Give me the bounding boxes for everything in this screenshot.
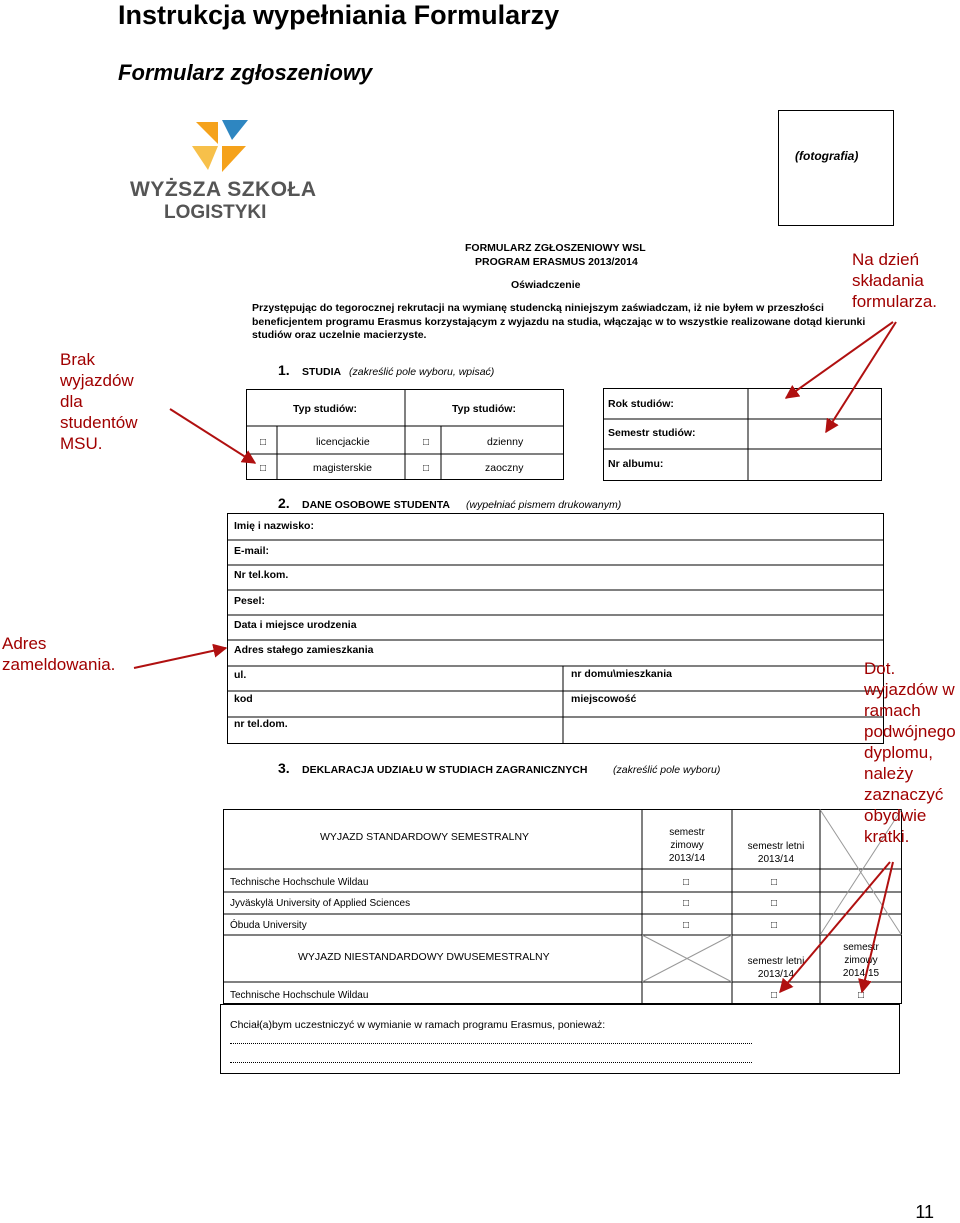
section3-title: DEKLARACJA UDZIAŁU W STUDIACH ZAGRANICZNYCH	[302, 764, 588, 776]
declaration-text: Przystępując do tegorocznej rekrutacji na wymianę studencką niniejszym zaświadczam, iż nie byłem w przeszłości beneficjentem programu Erasmus korzystającym z wyjazdu na studia, włączając w to wszystkie realizowane dotąd kierunki studiów oraz uczelnie macierzyste.	[252, 302, 866, 341]
photo-box	[778, 110, 894, 226]
motivation-box	[220, 1004, 900, 1074]
logo-emblem-icon	[188, 116, 252, 174]
university-row-2: Jyväskylä University of Applied Sciences	[230, 898, 411, 909]
field-adres-staly: Adres stałego zamieszkania	[234, 644, 374, 656]
motivation-label: Chciał(a)bym uczestniczyć w wymianie w ramach programu Erasmus, ponieważ:	[230, 1019, 606, 1031]
oswiadczenie-heading: Oświadczenie	[511, 279, 581, 291]
arrow-to-adres	[134, 648, 226, 668]
checkbox-jyvaskyla-zimowy[interactable]: □	[683, 898, 690, 909]
checkbox-wildau-letni[interactable]: □	[771, 877, 778, 888]
checkbox-double-zimowy[interactable]: □	[858, 990, 865, 1001]
field-imie-nazwisko: Imię i nazwisko:	[234, 520, 314, 532]
nr-albumu-label: Nr albumu:	[608, 458, 664, 470]
col-semestr-letni-header: semestr letni 2013/14	[747, 841, 805, 865]
section3-hint: (zakreślić pole wyboru)	[613, 764, 721, 776]
checkbox-zaoczny[interactable]: □	[423, 463, 430, 474]
section1-hint: (zakreślić pole wyboru, wpisać)	[349, 366, 495, 378]
col-semestr-zimowy-header: semestr zimowy 2013/14	[668, 827, 706, 864]
checkbox-obuda-letni[interactable]: □	[771, 920, 778, 931]
page-number: 11	[915, 1202, 934, 1222]
form-title-2: PROGRAM ERASMUS 2013/2014	[475, 256, 638, 268]
annotation-adres: Adres zameldowania.	[2, 634, 116, 674]
field-email: E-mail:	[234, 545, 270, 557]
section2-hint: (wypełniać pismem drukowanym)	[466, 499, 622, 511]
col-semestr-zimowy-2-header: semestr zimowy 2014/15	[842, 942, 880, 979]
field-ul: ul.	[234, 669, 247, 681]
motivation-line-2[interactable]	[230, 1062, 752, 1063]
option-licencjackie: licencjackie	[316, 436, 370, 448]
logo-line2: LOGISTYKI	[164, 202, 267, 223]
field-nr-tel-dom: nr tel.dom.	[234, 718, 288, 730]
checkbox-licencjackie[interactable]: □	[260, 437, 267, 448]
checkbox-dzienny[interactable]: □	[423, 437, 430, 448]
university-row-1: Technische Hochschule Wildau	[230, 877, 369, 888]
annotation-dot-wyjazdow: Dot. wyjazdów w ramach podwójnego dyplomu, należy zaznaczyć obydwie kratki.	[864, 659, 956, 846]
checkbox-obuda-zimowy[interactable]: □	[683, 920, 690, 931]
col-semestr-letni-2-header: semestr letni 2013/14	[747, 956, 805, 980]
university-row-3: Óbuda University	[230, 920, 307, 931]
field-miejscowosc: miejscowość	[571, 693, 637, 705]
nonstandard-university-row: Technische Hochschule Wildau	[230, 990, 369, 1001]
field-nr-domu: nr domu\mieszkania	[571, 668, 672, 680]
arrow-to-magisterskie	[170, 409, 255, 463]
logo-line1: WYŻSZA SZKOŁA	[130, 178, 317, 201]
section3-number: 3.	[278, 760, 290, 776]
wsl-logo	[130, 116, 317, 228]
field-data-miejsce-urodzenia: Data i miejsce urodzenia	[234, 619, 357, 631]
photo-label: (fotografia)	[795, 149, 859, 163]
section2-number: 2.	[278, 495, 290, 511]
nonstandard-header: WYJAZD NIESTANDARDOWY DWUSEMESTRALNY	[298, 951, 550, 963]
section2-title: DANE OSOBOWE STUDENTA	[302, 499, 450, 511]
page-title: Instrukcja wypełniania Formularzy	[118, 0, 560, 30]
option-magisterskie: magisterskie	[313, 462, 372, 474]
section1-title: STUDIA	[302, 366, 342, 378]
checkbox-jyvaskyla-letni[interactable]: □	[771, 898, 778, 909]
field-kod: kod	[234, 693, 253, 705]
checkbox-double-letni[interactable]: □	[771, 990, 778, 1001]
typ-header-2: Typ studiów:	[452, 403, 516, 415]
rok-studiow-label: Rok studiów:	[608, 398, 674, 410]
checkbox-wildau-zimowy[interactable]: □	[683, 877, 690, 888]
form-title-1: FORMULARZ ZGŁOSZENIOWY WSL	[465, 242, 646, 254]
motivation-line-1[interactable]	[230, 1043, 752, 1044]
field-pesel: Pesel:	[234, 595, 265, 607]
annotation-na-dzien: Na dzień składania formularza.	[852, 250, 938, 311]
annotation-brak-wyjazdow: Brak wyjazdów dla studentów MSU.	[60, 350, 138, 453]
standard-header: WYJAZD STANDARDOWY SEMESTRALNY	[320, 831, 530, 843]
section1-number: 1.	[278, 362, 290, 378]
checkbox-magisterskie[interactable]: □	[260, 463, 267, 474]
field-nr-tel-kom: Nr tel.kom.	[234, 569, 289, 581]
option-dzienny: dzienny	[487, 436, 524, 448]
page-subtitle: Formularz zgłoszeniowy	[118, 60, 373, 85]
semestr-studiow-label: Semestr studiów:	[608, 427, 696, 439]
typ-header-1: Typ studiów:	[293, 403, 357, 415]
option-zaoczny: zaoczny	[485, 462, 524, 474]
